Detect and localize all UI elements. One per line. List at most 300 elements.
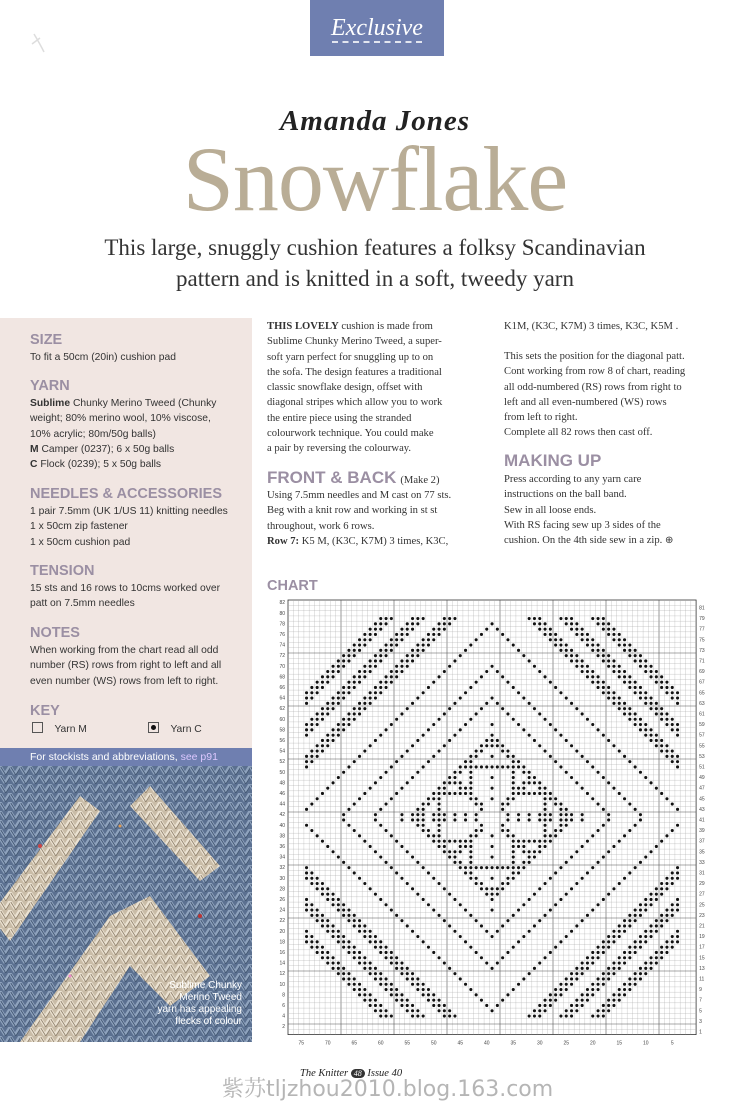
stitch-c — [369, 887, 372, 890]
stitch-c — [337, 940, 340, 943]
stitch-c — [512, 834, 515, 837]
stitch-c — [655, 707, 658, 710]
stitch-c — [628, 951, 631, 954]
stitch-c — [591, 644, 594, 647]
stitch-c — [316, 914, 319, 917]
stitch-c — [374, 691, 377, 694]
front-line: throughout, work 6 rows. — [267, 520, 375, 532]
stitch-c — [544, 829, 547, 832]
stitch-c — [634, 977, 637, 980]
stitch-c — [597, 675, 600, 678]
stitch-c — [533, 617, 536, 620]
stitch-c — [411, 813, 414, 816]
stitch-c — [522, 728, 525, 731]
stitch-c — [517, 840, 520, 843]
stitch-c — [644, 903, 647, 906]
stitch-c — [385, 1015, 388, 1018]
stockists-bar — [0, 748, 252, 766]
stitch-c — [634, 866, 637, 869]
stitch-c — [634, 972, 637, 975]
stitch-c — [422, 691, 425, 694]
stitch-c — [628, 712, 631, 715]
stitch-c — [665, 712, 668, 715]
stitch-c — [459, 903, 462, 906]
stitch-c — [347, 691, 350, 694]
stitch-c — [671, 760, 674, 763]
stitch-c — [374, 1004, 377, 1007]
stitch-c — [544, 797, 547, 800]
stitch-c — [400, 659, 403, 662]
stitch-c — [374, 972, 377, 975]
stitch-c — [565, 977, 568, 980]
caption-line: Sublime Chunky — [169, 980, 242, 991]
stitch-c — [369, 744, 372, 747]
stitch-c — [512, 861, 515, 864]
stitch-c — [342, 686, 345, 689]
stitch-c — [644, 856, 647, 859]
making-up-heading: MAKING UP — [504, 451, 602, 470]
stitch-c — [369, 787, 372, 790]
stitch-c — [618, 988, 621, 991]
stitch-c — [575, 977, 578, 980]
stitch-c — [623, 919, 626, 922]
stitch-c — [581, 670, 584, 673]
stitch-c — [332, 675, 335, 678]
stitch-c — [597, 988, 600, 991]
stitch-c — [565, 697, 568, 700]
stitch-c — [671, 935, 674, 938]
stitch-c — [623, 983, 626, 986]
stitch-c — [655, 702, 658, 705]
stitch-c — [369, 940, 372, 943]
stitch-c — [485, 930, 488, 933]
stitch-c — [453, 840, 456, 843]
stitch-c — [650, 665, 653, 668]
stitch-c — [400, 972, 403, 975]
row-label: 57 — [699, 732, 705, 739]
stitch-c — [390, 956, 393, 959]
stitch-c — [385, 951, 388, 954]
row-label: 47 — [699, 785, 705, 792]
stitch-c — [517, 818, 520, 821]
stitch-c — [639, 977, 642, 980]
knitting-chart — [262, 594, 705, 1047]
stitch-c — [369, 962, 372, 965]
stitch-c — [427, 797, 430, 800]
stitch-c — [438, 803, 441, 806]
stitch-c — [353, 871, 356, 874]
stitch-c — [501, 675, 504, 678]
stitch-c — [459, 781, 462, 784]
stitch-c — [602, 691, 605, 694]
row-label: 24 — [279, 907, 285, 914]
stitch-c — [618, 999, 621, 1002]
stitch-c — [406, 750, 409, 753]
stitch-c — [305, 898, 308, 901]
stitch-c — [491, 697, 494, 700]
stitch-c — [459, 787, 462, 790]
stitch-c — [485, 1004, 488, 1007]
stitch-c — [575, 622, 578, 625]
stitch-c — [639, 940, 642, 943]
stitch-c — [660, 946, 663, 949]
stitch-c — [644, 972, 647, 975]
stitch-c — [665, 723, 668, 726]
stitch-c — [639, 903, 642, 906]
stitch-c — [427, 988, 430, 991]
stitch-c — [655, 675, 658, 678]
stitch-c — [358, 707, 361, 710]
stitch-c — [469, 718, 472, 721]
stitch-c — [496, 887, 499, 890]
stitch-c — [390, 993, 393, 996]
stitch-c — [438, 792, 441, 795]
blank-square-icon — [32, 722, 43, 733]
row-label: 5 — [699, 1008, 702, 1015]
stitch-c — [602, 808, 605, 811]
stitch-c — [634, 654, 637, 657]
stitch-c — [485, 893, 488, 896]
stitch-c — [480, 675, 483, 678]
row-label: 81 — [699, 605, 705, 612]
stitch-c — [432, 993, 435, 996]
stitch-c — [347, 940, 350, 943]
stitch-c — [607, 739, 610, 742]
stitch-c — [522, 903, 525, 906]
stitch-c — [612, 887, 615, 890]
stitch-c — [676, 691, 679, 694]
stitch-c — [506, 834, 509, 837]
stitch-c — [506, 919, 509, 922]
stitch-c — [650, 670, 653, 673]
stitch-c — [549, 993, 552, 996]
stitch-c — [512, 760, 515, 763]
stitch-c — [591, 866, 594, 869]
stitch-c — [650, 739, 653, 742]
stitch-c — [660, 840, 663, 843]
stitch-c — [453, 1015, 456, 1018]
stitch-c — [480, 744, 483, 747]
key-heading: KEY — [30, 703, 60, 719]
row-label: 2 — [282, 1024, 285, 1031]
stitch-c — [353, 681, 356, 684]
stitch-c — [448, 924, 451, 927]
stitch-c — [374, 1009, 377, 1012]
stitch-c — [607, 818, 610, 821]
stitch-c — [544, 840, 547, 843]
stitch-c — [337, 665, 340, 668]
row-label: 41 — [699, 817, 705, 824]
stitch-c — [586, 871, 589, 874]
row-label: 20 — [279, 928, 285, 935]
stitch-c — [369, 935, 372, 938]
stitch-c — [310, 686, 313, 689]
stitch-label: 10 — [642, 1040, 649, 1047]
stitch-c — [305, 734, 308, 737]
stitch-c — [427, 999, 430, 1002]
stitch-c — [586, 993, 589, 996]
row-label: 48 — [279, 780, 285, 787]
stitch-c — [443, 781, 446, 784]
stitch-c — [517, 760, 520, 763]
row-label: 63 — [699, 700, 705, 707]
stitch-c — [581, 845, 584, 848]
stitch-c — [591, 962, 594, 965]
stitch-c — [438, 845, 441, 848]
stitch-c — [544, 718, 547, 721]
stitch-c — [512, 797, 515, 800]
stitch-c — [390, 988, 393, 991]
stitch-c — [623, 755, 626, 758]
stitch-c — [469, 776, 472, 779]
stitch-c — [459, 935, 462, 938]
stitch-c — [581, 628, 584, 631]
stitch-c — [469, 797, 472, 800]
making-line: instructions on the ball band. — [504, 489, 627, 501]
stitch-c — [369, 999, 372, 1002]
stitch-c — [411, 628, 414, 631]
stitch-c — [326, 670, 329, 673]
stitch-c — [464, 909, 467, 912]
stitch-c — [501, 750, 504, 753]
stitch-c — [570, 1004, 573, 1007]
stitch-c — [326, 962, 329, 965]
stitch-c — [390, 638, 393, 641]
stitch-c — [416, 739, 419, 742]
row-label: 44 — [279, 801, 285, 808]
stitch-c — [628, 983, 631, 986]
stitch-c — [353, 946, 356, 949]
stitch-c — [575, 781, 578, 784]
dot-square-icon — [148, 722, 159, 733]
row-label: 39 — [699, 828, 705, 835]
stitch-c — [416, 1009, 419, 1012]
stitch-c — [491, 834, 494, 837]
stitch-c — [422, 866, 425, 869]
stitch-c — [480, 633, 483, 636]
stitch-c — [602, 734, 605, 737]
row-label: 21 — [699, 923, 705, 930]
stitch-c — [310, 903, 313, 906]
stitch-c — [512, 914, 515, 917]
stitch-c — [538, 792, 541, 795]
stitch-c — [671, 909, 674, 912]
stitch-c — [321, 919, 324, 922]
stitch-c — [411, 617, 414, 620]
stitch-c — [390, 909, 393, 912]
stitch-c — [379, 898, 382, 901]
stitch-c — [544, 803, 547, 806]
stitch-c — [342, 967, 345, 970]
stitch-c — [665, 951, 668, 954]
stitch-c — [639, 813, 642, 816]
front-heading-text: FRONT & BACK — [267, 468, 397, 487]
stitch-c — [379, 654, 382, 657]
stitch-c — [379, 628, 382, 631]
stitch-c — [406, 882, 409, 885]
stitch-c — [475, 834, 478, 837]
stitch-c — [337, 903, 340, 906]
stitch-c — [379, 622, 382, 625]
stitch-c — [634, 824, 637, 827]
stitch-c — [655, 898, 658, 901]
stitch-c — [385, 829, 388, 832]
stitch-c — [565, 988, 568, 991]
stitch-c — [443, 628, 446, 631]
stockists-link[interactable]: see p91 — [180, 751, 218, 763]
stitch-c — [628, 686, 631, 689]
stitch-c — [660, 675, 663, 678]
stitch-c — [469, 760, 472, 763]
stitch-c — [395, 962, 398, 965]
stitch-c — [538, 1015, 541, 1018]
stitch-c — [316, 686, 319, 689]
stitch-c — [353, 654, 356, 657]
stitch-c — [342, 818, 345, 821]
stitch-c — [628, 988, 631, 991]
stitch-c — [385, 675, 388, 678]
stitch-c — [544, 1004, 547, 1007]
stitch-c — [369, 702, 372, 705]
stitch-c — [422, 644, 425, 647]
stitch-c — [438, 718, 441, 721]
caption-line: flecks of colour — [175, 1016, 242, 1027]
stitch-c — [321, 739, 324, 742]
stitch-c — [400, 670, 403, 673]
stitch-c — [612, 665, 615, 668]
stitch-c — [369, 993, 372, 996]
row-label: 82 — [279, 600, 285, 607]
stitch-c — [491, 893, 494, 896]
stitch-c — [602, 824, 605, 827]
stitch-c — [517, 792, 520, 795]
stitch-c — [443, 840, 446, 843]
stitch-c — [416, 824, 419, 827]
notes-heading: NOTES — [30, 625, 80, 641]
stitch-c — [342, 697, 345, 700]
stitch-c — [427, 638, 430, 641]
stitch-c — [501, 887, 504, 890]
stitch-c — [469, 840, 472, 843]
stitch-c — [332, 670, 335, 673]
stitch-c — [395, 665, 398, 668]
stitch-c — [517, 845, 520, 848]
stitch-c — [607, 697, 610, 700]
stitch-c — [453, 861, 456, 864]
stitch-c — [385, 771, 388, 774]
stitch-c — [544, 882, 547, 885]
stitch-c — [650, 734, 653, 737]
stitch-c — [623, 702, 626, 705]
row-label: 59 — [699, 722, 705, 729]
stitch-c — [369, 930, 372, 933]
stitch-c — [586, 956, 589, 959]
stitch-c — [475, 803, 478, 806]
stitch-c — [400, 638, 403, 641]
stitch-c — [623, 649, 626, 652]
stitch-c — [347, 951, 350, 954]
stitch-c — [416, 654, 419, 657]
stitch-c — [602, 898, 605, 901]
stitch-c — [411, 930, 414, 933]
stitch-c — [554, 644, 557, 647]
stitch-c — [496, 702, 499, 705]
row-label: 17 — [699, 944, 705, 951]
stitch-c — [665, 744, 668, 747]
stitch-c — [310, 691, 313, 694]
stitch-label: 45 — [457, 1040, 464, 1047]
stitch-c — [506, 882, 509, 885]
stitch-c — [549, 999, 552, 1002]
stitch-c — [650, 675, 653, 678]
stitch-c — [332, 956, 335, 959]
stitch-c — [363, 924, 366, 927]
stitch-c — [676, 866, 679, 869]
stitch-c — [612, 967, 615, 970]
stitch-c — [438, 750, 441, 753]
stitch-c — [607, 813, 610, 816]
stitch-c — [639, 659, 642, 662]
stitch-c — [607, 946, 610, 949]
stitch-c — [581, 1004, 584, 1007]
stitch-c — [453, 659, 456, 662]
stitch-c — [554, 797, 557, 800]
stitch-c — [400, 712, 403, 715]
stitch-c — [347, 681, 350, 684]
stitch-c — [448, 856, 451, 859]
row-label: 28 — [279, 886, 285, 893]
row-label: 6 — [282, 1003, 285, 1010]
row-label: 77 — [699, 626, 705, 633]
stitch-c — [676, 940, 679, 943]
stitch-c — [475, 818, 478, 821]
stitch-c — [316, 909, 319, 912]
stitch-c — [559, 940, 562, 943]
stitch-c — [570, 702, 573, 705]
stitch-c — [337, 697, 340, 700]
stitch-c — [612, 935, 615, 938]
stitch-c — [607, 1004, 610, 1007]
stitch-c — [575, 850, 578, 853]
stitch-c — [570, 654, 573, 657]
stitch-c — [321, 718, 324, 721]
stitch-c — [485, 628, 488, 631]
stitch-c — [491, 734, 494, 737]
stitch-c — [310, 697, 313, 700]
stitch-c — [374, 818, 377, 821]
stitch-c — [644, 930, 647, 933]
stitch-c — [575, 654, 578, 657]
stitch-c — [358, 930, 361, 933]
stitch-c — [379, 649, 382, 652]
stitch-c — [390, 681, 393, 684]
stitch-c — [554, 988, 557, 991]
stitch-c — [369, 1004, 372, 1007]
stitch-c — [639, 697, 642, 700]
stitch-c — [422, 808, 425, 811]
stitch-c — [665, 755, 668, 758]
stitch-c — [438, 840, 441, 843]
stitch-c — [496, 893, 499, 896]
stitch-c — [390, 834, 393, 837]
stitch-c — [591, 765, 594, 768]
stitch-c — [390, 951, 393, 954]
stitch-c — [597, 946, 600, 949]
stitch-c — [671, 750, 674, 753]
stitch-c — [522, 697, 525, 700]
stitch-c — [353, 803, 356, 806]
front-make: (Make 2) — [400, 475, 440, 486]
